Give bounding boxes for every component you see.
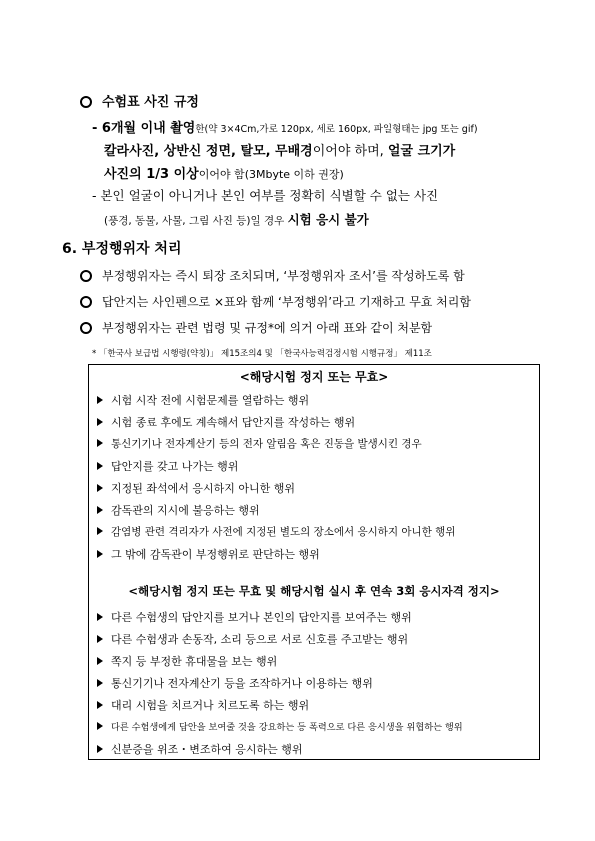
triangle-bullet-icon [97,550,103,558]
triangle-bullet-icon [97,613,103,621]
table-row: 신분증을 위조・변조하여 응시하는 행위 [97,741,303,757]
table-row: 시험 시작 전에 시험문제를 열람하는 행위 [97,392,309,408]
triangle-bullet-icon [97,701,103,709]
photo-rule-line-3: 사진의 1/3 이상이어야 함(3Mbyte 이하 권장) [104,167,344,182]
circle-bullet-icon [80,270,92,282]
table-row: 쪽지 등 부정한 휴대물을 보는 행위 [97,653,277,669]
triangle-bullet-icon [97,657,103,665]
triangle-bullet-icon [97,745,103,753]
table-row: 다른 수험생의 답안지를 보거나 본인의 답안지를 보여주는 행위 [97,609,412,625]
triangle-bullet-icon [97,635,103,643]
table-row: 답안지를 갖고 나가는 행위 [97,458,238,474]
triangle-bullet-icon [97,679,103,687]
penalty-table [88,364,540,760]
triangle-bullet-icon [97,418,103,426]
circle-bullet-icon [80,322,92,334]
footnote: * 「한국사 보급법 시행령(약칭)」 제15조의4 및 「한국사능력검정시험 시행규정」 제11조 [92,349,432,359]
cheating-item-1: 부정행위자는 즉시 퇴장 조치되며, ‘부정행위자 조서’를 작성하도록 함 [80,267,465,284]
photo-rule-line-2: 칼라사진, 상반신 정면, 탈모, 무배경이어야 하며, 얼굴 크기가 [104,144,456,159]
table-row: 다른 수험생과 손동작, 소리 등으로 서로 신호를 주고받는 행위 [97,631,408,647]
triangle-bullet-icon [97,722,103,730]
table-row: 대리 시험을 치르거나 치르도록 하는 행위 [97,697,309,713]
table-row: 통신기기나 전자계산기 등의 전자 알림음 혹은 진동을 발생시킨 경우 [97,436,422,451]
table-row: 통신기기나 전자계산기 등을 조작하거나 이용하는 행위 [97,675,373,691]
photo-rule-line-5: (풍경, 동물, 사물, 그림 사진 등)일 경우 시험 응시 불가 [104,212,369,227]
table-row: 그 밖에 감독관이 부정행위로 판단하는 행위 [97,546,320,562]
photo-rule-line-4: - 본인 얼굴이 아니거나 본인 여부를 정확히 식별할 수 없는 사진 [92,188,439,203]
table-title-2: <해당시험 정지 또는 무효 및 해당시험 실시 후 연속 3회 응시자격 정지> [128,584,500,598]
table-row: 감독관의 지시에 불응하는 행위 [97,502,260,518]
table-title-1: <해당시험 정지 또는 무효> [239,370,389,384]
triangle-bullet-icon [97,462,103,470]
photo-rule-line-1: - 6개월 이내 촬영한(약 3×4Cm,가로 120px, 세로 160px, 파일형태는 jpg 또는 gif) [92,121,478,136]
triangle-bullet-icon [97,439,103,447]
triangle-bullet-icon [97,396,103,404]
table-row: 지정된 좌석에서 응시하지 아니한 행위 [97,480,295,496]
photo-rules-heading: 수험표 사진 규정 [80,91,199,110]
cheating-item-3: 부정행위자는 관련 법령 및 규정*에 의거 아래 표와 같이 처분함 [80,319,432,336]
triangle-bullet-icon [97,527,103,535]
table-row: 시험 종료 후에도 계속해서 답안지를 작성하는 행위 [97,414,355,430]
cheating-item-2: 답안지는 사인펜으로 ×표와 함께 ‘부정행위’라고 기재하고 무효 처리함 [80,293,471,310]
triangle-bullet-icon [97,506,103,514]
section-6-heading: 6. 부정행위자 처리 [62,241,182,257]
circle-bullet-icon [80,296,92,308]
table-row: 다른 수험생에게 답안을 보여줄 것을 강요하는 등 폭력으로 다른 응시생을 위협하는 행위 [97,719,463,733]
circle-bullet-icon [80,96,92,108]
table-row: 감염병 관련 격리자가 사전에 지정된 별도의 장소에서 응시하지 아니한 행위 [97,524,455,539]
triangle-bullet-icon [97,484,103,492]
